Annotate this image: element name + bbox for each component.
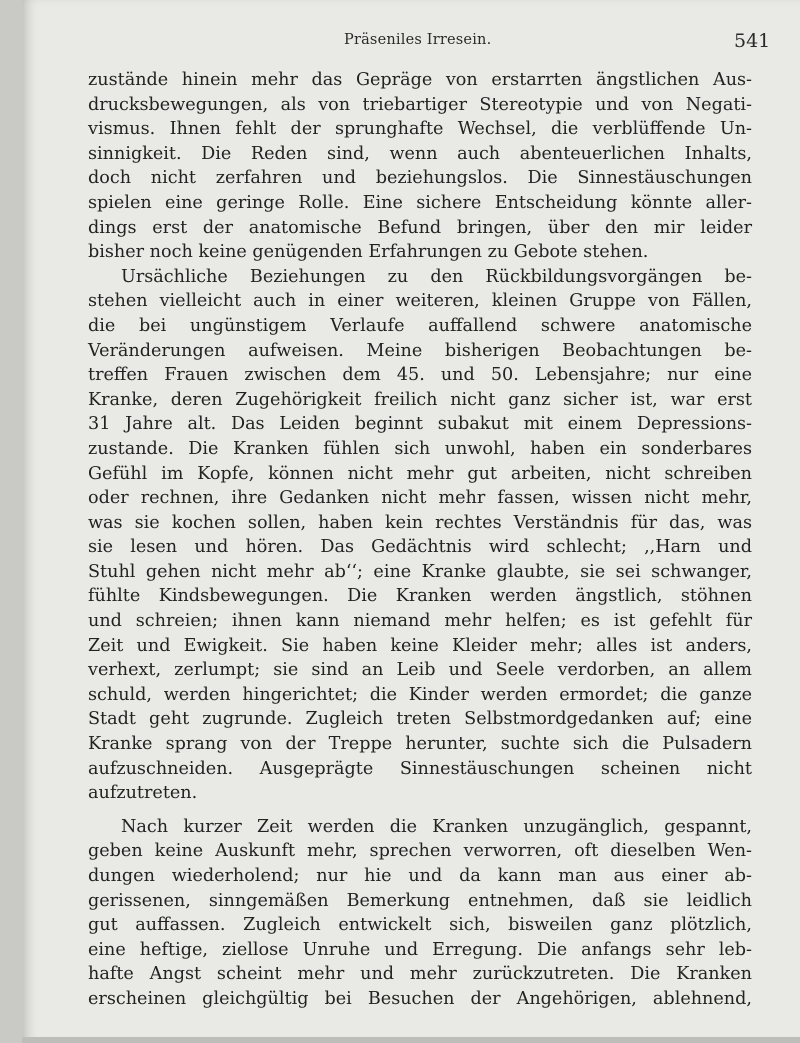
text-line: Nach kurzer Zeit werden die Kranken unzugänglich, gespannt, [121,816,752,837]
text-line: was sie kochen sollen, haben kein rechtes Verständnis für das, was [88,512,752,533]
text-line: Gefühl im Kopfe, können nicht mehr gut arbeiten, nicht schreiben [88,463,752,484]
text-line: sinnigkeit. Die Reden sind, wenn auch abenteuerlichen Inhalts, [88,143,752,164]
text-line: oder rechnen, ihre Gedanken nicht mehr fassen, wissen nicht mehr, [88,488,752,509]
body-text [88,68,752,1012]
text-line: Veränderungen aufweisen. Meine bisherigen Beobachtungen be- [88,340,752,361]
text-line: gerissenen, sinngemäßen Bemerkung entnehmen, daß sie leidlich [88,890,752,911]
text-line: schuld, werden hingerichtet; die Kinder werden ermordet; die ganze [88,684,752,705]
paragraph [88,265,752,806]
text-line: doch nicht zerfahren und beziehungslos. Die Sinnestäuschungen [88,168,752,189]
text-line: Ursächliche Beziehungen zu den Rückbildungsvorgängen be- [121,266,752,287]
text-line: treffen Frauen zwischen dem 45. und 50. Lebensjahre; nur eine [88,365,752,386]
text-line: bisher noch keine genügenden Erfahrungen zu Gebote stehen. [88,242,649,263]
text-line: drucksbewegungen, als von triebartiger Stereotypie und von Negati- [88,94,752,115]
text-line: dungen wiederholend; nur hie und da kann man aus einer ab- [88,866,752,886]
paragraph [88,815,752,1012]
text-line: zustände hinein mehr das Gepräge von erstarrten ängstlichen Aus- [88,70,752,90]
text-line: geben keine Auskunft mehr, sprechen verworren, oft dieselben Wen- [88,841,752,862]
text-line: fühlte Kindsbewegungen. Die Kranken werden ängstlich, stöhnen [88,586,752,607]
paragraph [88,68,752,265]
text-line: stehen vielleicht auch in einer weiteren, kleinen Gruppe von Fällen, [88,291,752,312]
page-bottom-edge [22,1037,800,1043]
text-line: sie lesen und hören. Das Gedächtnis wird schlecht; ,,Harn und [88,537,752,558]
text-line: spielen eine geringe Rolle. Eine sichere Entscheidung könnte aller- [88,192,752,213]
text-line: erscheinen gleichgültig bei Besuchen der Angehörigen, ablehnend, [88,988,752,1009]
text-line: die bei ungünstigem Verlaufe auffallend schwere anatomische [88,315,752,336]
text-line: dings erst der anatomische Befund bringen, über den mir leider [88,217,752,238]
text-line: Kranke, deren Zugehörigkeit freilich nicht ganz sicher ist, war erst [88,389,752,410]
text-line: aufzutreten. [88,783,198,804]
page-number: 541 [734,30,771,52]
paragraph-gap [88,806,752,815]
text-line: eine heftige, ziellose Unruhe und Erregung. Die anfangs sehr leb- [88,939,752,960]
text-line: hafte Angst scheint mehr und mehr zurückzutreten. Die Kranken [88,964,752,985]
text-line: Kranke sprang von der Treppe herunter, suchte sich die Pulsadern [88,734,752,755]
running-head: Präseniles Irresein. [344,32,492,48]
text-line: Stadt geht zugrunde. Zugleich treten Selbstmordgedanken auf; eine [88,709,752,730]
page-header [22,30,800,58]
text-line: Zeit und Ewigkeit. Sie haben keine Kleider mehr; alles ist anders, [88,635,752,656]
text-line: gut auffassen. Zugleich entwickelt sich, bisweilen ganz plötzlich, [88,915,752,936]
text-line: vismus. Ihnen fehlt der sprunghafte Wechsel, die verblüffende Un- [88,119,752,140]
text-line: verhext, zerlumpt; sie sind an Leib und Seele verdorben, an allem [88,660,752,681]
text-line: 31 Jahre alt. Das Leiden beginnt subakut mit einem Depressions- [88,414,752,435]
book-page [22,0,800,1043]
text-line: aufzuschneiden. Ausgeprägte Sinnestäuschungen scheinen nicht [88,758,752,779]
text-line: Stuhl gehen nicht mehr ab‘‘; eine Kranke glaubte, sie sei schwanger, [88,561,752,582]
text-line: zustande. Die Kranken fühlen sich unwohl, haben ein sonderbares [88,438,752,459]
text-line: und schreien; ihnen kann niemand mehr helfen; es ist gefehlt für [88,611,752,632]
